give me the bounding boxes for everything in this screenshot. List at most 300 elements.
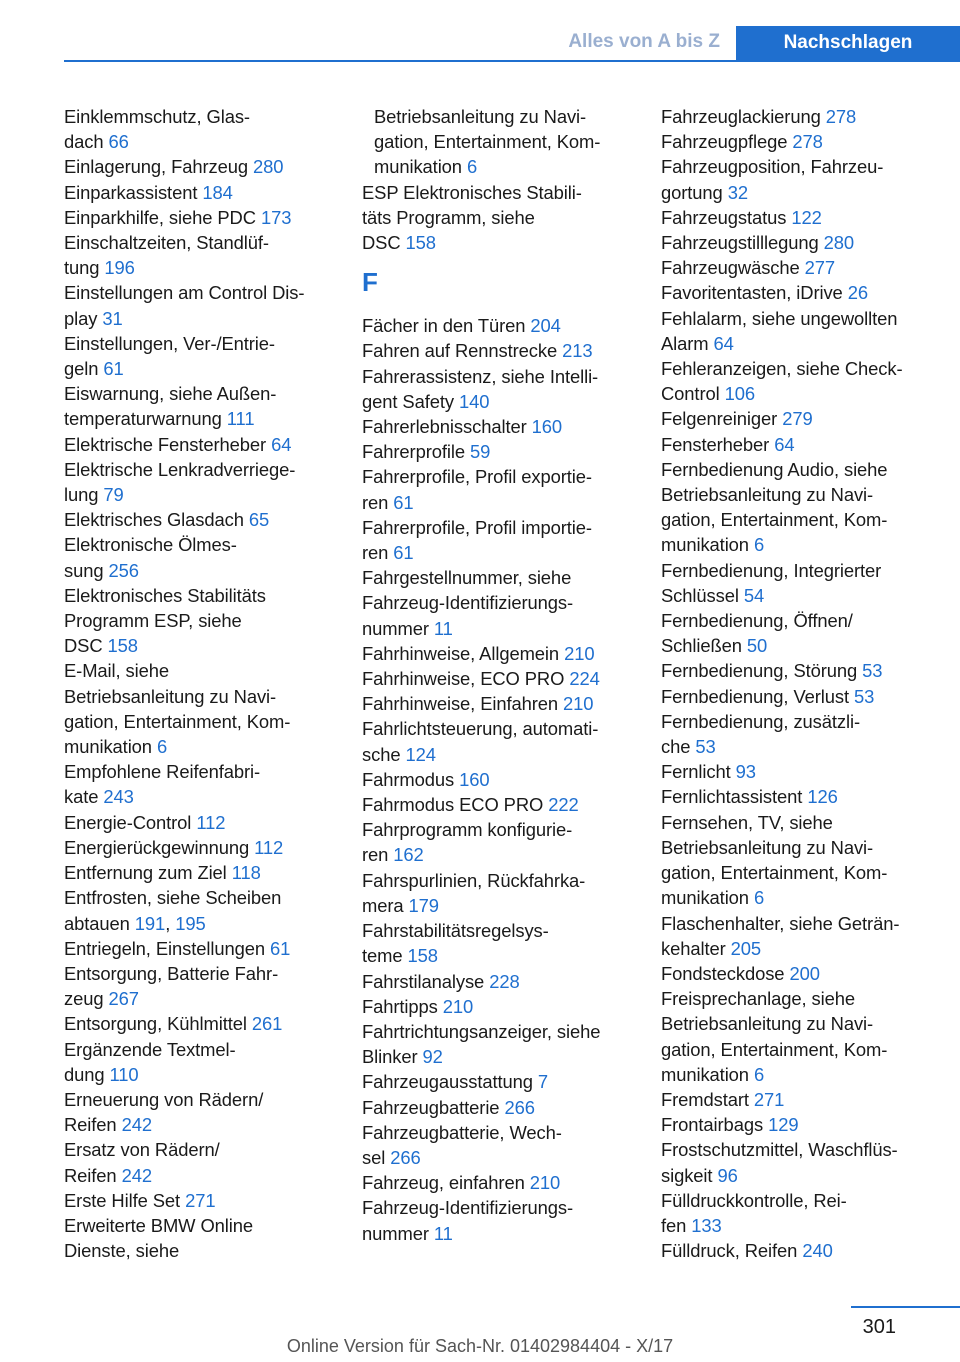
index-entry [362,817,640,867]
page-number: 301 [862,1316,896,1338]
page-reference-link[interactable]: 129 [768,1114,799,1136]
page-reference-link[interactable]: 266 [390,1146,421,1168]
index-entry-text: Einstellungen, Ver-/Entrie- [64,332,275,354]
index-entry [661,784,960,809]
page-reference-link[interactable]: 158 [107,635,138,657]
page-reference-link[interactable]: 278 [792,131,823,153]
index-entry-text: Reifen [64,1114,117,1136]
index-entry-text: Energie-Control [64,811,192,833]
index-entry-text: Fernbedienung, Integrierter [661,559,882,581]
page-reference-link[interactable]: 6 [753,534,765,556]
index-entry [64,331,342,381]
index-entry-text: tung [64,257,100,279]
index-entry-text: Entsorgung, Batterie Fahr- [64,962,279,984]
index-entry-text: Fahrerlebnisschalter [362,416,527,438]
index-entry-text: Felgenreiniger [661,408,778,430]
index-entry [661,129,960,154]
index-entry-text: Fahren auf Rennstrecke [362,340,558,362]
page-reference-link[interactable]: 256 [108,559,139,581]
page-reference-link[interactable]: 184 [202,181,233,203]
index-entry-text: Empfohlene Reifenfabri- [64,761,261,783]
index-entry [661,457,960,558]
index-entry [661,104,960,129]
index-entry-text: Elektrisches Glasdach [64,509,244,531]
index-entry-text: mera [362,894,404,916]
index-column-3 [661,104,960,1263]
page-reference-link[interactable]: 118 [231,862,261,884]
index-entry-text: kate [64,786,99,808]
index-entry-text: Fahrzeug-Identifizierungs- [362,592,574,614]
page-reference-link[interactable]: 173 [260,206,292,228]
index-entry [64,1037,342,1087]
page-reference-link[interactable]: 122 [791,206,822,228]
index-entry [362,1069,640,1094]
page-reference-link[interactable]: 50 [746,635,768,657]
index-entry [661,1188,960,1238]
index-entry-text: Fahrzeugpflege [661,131,788,153]
index-entry-text: Fehlalarm, siehe ungewollten [661,307,898,329]
index-entry [362,666,640,691]
index-entry [362,439,640,464]
index-entry-text: Einlagerung, Fahrzeug [64,156,248,178]
index-entry-text: Fahrerassistenz, siehe Intelli- [362,365,599,387]
page-reference-link[interactable]: 261 [251,1013,283,1035]
index-entry-text: gation, Entertainment, Kom- [661,1038,888,1060]
index-entry [661,608,960,658]
page-reference-link[interactable]: 11 [433,617,453,639]
page-reference-link[interactable]: 133 [691,1214,722,1236]
index-entry-text: Schließen [661,635,742,657]
index-entry-text: Ergänzende Textmel- [64,1038,236,1060]
index-entry [362,969,640,994]
page-reference-link[interactable]: 110 [109,1063,139,1085]
index-entry [661,759,960,784]
page-reference-link[interactable]: 26 [847,282,868,304]
index-entry-text: DSC [64,635,103,657]
index-entry [64,432,342,457]
index-entry-text: fen [661,1214,687,1236]
index-entry [661,432,960,457]
header-divider [64,60,960,62]
index-entry-text: Fernbedienung Audio, siehe [661,458,888,480]
page-reference-link[interactable]: 61 [269,937,291,959]
index-entry-text: Freisprechanlage, siehe [661,988,855,1010]
index-entry-text: Fondsteckdose [661,962,785,984]
index-entry-text: Entriegeln, Einstellungen [64,937,265,959]
page-reference-link[interactable]: 79 [103,484,124,506]
index-entry-text: Schlüssel [661,584,739,606]
page-reference-link[interactable]: 66 [108,131,129,153]
page-reference-link[interactable]: 271 [185,1189,216,1211]
index-entry-text: nummer [362,1222,429,1244]
index-entry [64,1213,342,1263]
page-reference-link[interactable]: 179 [408,894,439,916]
index-entry [64,507,342,532]
page-reference-link[interactable]: 210 [442,995,474,1017]
index-entry-text: Fahrhinweise, Allgemein [362,642,560,664]
index-entry-text: Frostschutzmittel, Waschflüs- [661,1139,898,1161]
index-entry-text: Fahrzeugstatus [661,206,787,228]
index-entry-text: Einparkhilfe, siehe PDC [64,206,256,228]
index-entry-text: Fülldruckkontrolle, Rei- [661,1189,847,1211]
index-entry-text: täts Programm, siehe [362,206,535,228]
index-entry [64,961,342,1011]
index-entry-text: Fernsehen, TV, siehe [661,811,833,833]
index-entry-text: gation, Entertainment, Kom- [374,131,601,153]
index-entry [64,1188,342,1213]
index-entry-text: Energierückgewinnung [64,836,250,858]
index-entry-text: Fahrzeug-Identifizierungs- [362,1197,574,1219]
page-reference-link[interactable]: 53 [853,685,875,707]
index-entry-text: Fahrerprofile, Profil exportie- [362,466,592,488]
index-entry-text: sche [362,743,401,765]
index-entry [64,658,342,759]
index-entry [64,381,342,431]
index-entry-text: Ersatz von Rädern/ [64,1139,220,1161]
index-column-2 [362,104,640,1246]
page-reference-link[interactable]: 162 [393,844,424,866]
index-entry-text: Fahrzeugbatterie [362,1096,500,1118]
index-entry [64,154,342,179]
footer-note: Online Version für Sach-Nr. 01402984404 - X/17 [286,1336,674,1356]
page-reference-link[interactable]: 271 [753,1088,785,1110]
index-entry [64,205,342,230]
index-entry-text: Control [661,383,720,405]
page-reference-link[interactable]: 140 [458,390,490,412]
index-entry [362,104,640,180]
page-reference-link[interactable]: 280 [823,232,854,254]
page-reference-link[interactable]: 53 [695,736,716,758]
index-entry-text: Fahrzeugwäsche [661,257,800,279]
index-entry-text: Fahrzeugausstattung [362,1071,533,1093]
page-reference-link[interactable]: 112 [196,811,226,833]
index-entry [661,911,960,961]
page-reference-link[interactable]: 6 [753,887,765,909]
page-reference-link[interactable]: 242 [121,1164,152,1186]
index-entry-text: gation, Entertainment, Kom- [661,862,888,884]
index-entry-text: Fernlichtassistent [661,786,803,808]
index-entry-text: sung [64,559,104,581]
index-entry-text: Elektrische Lenkradverriege- [64,458,296,480]
index-entry [661,230,960,255]
index-entry-text: teme [362,945,403,967]
index-letter-heading: F [362,267,378,298]
index-entry [362,918,640,968]
index-entry-text: Fächer in den Türen [362,315,526,337]
index-entry-text: Fahrtipps [362,995,438,1017]
page-reference-link[interactable]: 61 [103,358,124,380]
index-entry-text: geln [64,358,99,380]
index-entry-text: Einklemmschutz, Glas- [64,106,250,127]
index-entry [64,835,342,860]
index-entry-text: Fahrmodus [362,768,455,790]
index-entry-text: gation, Entertainment, Kom- [64,710,291,732]
index-entry-text: Fahrzeugstilllegung [661,232,819,254]
index-entry [661,558,960,608]
index-entry [362,313,640,338]
page-reference-link[interactable]: 32 [727,181,748,203]
index-entry [64,583,342,659]
index-entry-text: Erste Hilfe Set [64,1189,181,1211]
index-entry-text: dung [64,1063,105,1085]
index-entry-text: Betriebsanleitung zu Navi- [661,1013,874,1035]
index-entry-text: Fülldruck, Reifen [661,1240,798,1262]
page-reference-link[interactable]: 280 [253,156,284,178]
index-entry-text: ESP Elektronisches Stabili- [362,181,582,203]
page-reference-link[interactable]: 93 [735,761,756,783]
index-entry-text: Fahrerprofile [362,441,465,463]
index-entry-text: Einparkassistent [64,181,198,203]
index-entry [362,565,640,641]
index-entry [362,792,640,817]
index-entry-text: ren [362,491,389,513]
index-entry-text: Entsorgung, Kühlmittel [64,1013,247,1035]
page-reference-link[interactable]: 200 [789,962,820,984]
index-entry-text: Fensterheber [661,433,770,455]
index-entry [362,1170,640,1195]
index-entry-text: play [64,307,98,329]
index-entry-text: Fahrerprofile, Profil importie- [362,516,592,538]
index-entry [661,658,960,683]
index-entry-text: temperaturwarnung [64,408,222,430]
index-entry-text: Entfernung zum Ziel [64,862,227,884]
page-reference-link[interactable]: 11 [433,1222,453,1244]
index-column-1 [64,104,342,1263]
index-entry [64,1087,342,1137]
index-entry [661,1112,960,1137]
index-entry-text: Fehleranzeigen, siehe Check- [661,358,903,380]
index-entry-text: Betriebsanleitung zu Navi- [374,106,587,127]
index-entry [64,457,342,507]
index-entry-text: Elektrische Fensterheber [64,433,267,455]
index-entry-text: nummer [362,617,429,639]
page-reference-link[interactable]: 92 [422,1046,443,1068]
page-reference-link[interactable]: 54 [743,584,765,606]
page-reference-link[interactable]: 279 [782,408,813,430]
index-entry-text: Elektronisches Stabilitäts [64,584,266,606]
index-entry-text: Favoritentasten, iDrive [661,282,843,304]
index-entry-text: Erneuerung von Rädern/ [64,1088,264,1110]
index-entry-text: ren [362,542,389,564]
index-entry [362,767,640,792]
index-entry [661,961,960,986]
index-entry-text: Elektronische Ölmes- [64,534,237,556]
page-reference-link[interactable]: 210 [563,693,594,715]
page-reference-link[interactable]: 7 [537,1071,549,1093]
index-entry-text: Fahrzeug, einfahren [362,1172,525,1194]
page-reference-link[interactable]: 240 [802,1240,833,1262]
index-entry-text: Fahrzeugbatterie, Wech- [362,1121,562,1143]
index-entry [661,1137,960,1187]
index-entry-text: Fahrtrichtungsanzeiger, siehe [362,1020,601,1042]
index-entry [64,230,342,280]
index-entry [64,532,342,582]
index-entry [661,280,960,305]
page-reference-link[interactable]: 111 [226,408,255,430]
page-reference-link[interactable]: 6 [466,156,478,178]
index-entry-text: Fahrlichtsteuerung, automati- [362,718,599,740]
page-reference-link[interactable]: 228 [489,970,520,992]
page-reference-link[interactable]: 222 [548,794,579,816]
page-reference-link[interactable]: 106 [724,383,755,405]
index-entry-text: Fernbedienung, Störung [661,660,858,682]
index-entry-text: Einschaltzeiten, Standlüf- [64,232,269,254]
index-entry-text: Fernlicht [661,761,731,783]
index-entry [661,1087,960,1112]
index-entry [661,1238,960,1263]
index-entry-text: Betriebsanleitung zu Navi- [661,484,874,506]
index-entry [362,414,640,439]
index-entry-text: Flaschenhalter, siehe Geträn- [661,912,900,934]
index-entry-text: Blinker [362,1046,418,1068]
index-entry-text: dach [64,131,104,153]
page-reference-link[interactable]: 160 [531,416,563,438]
index-entry-text: Fernbedienung, zusätzli- [661,710,860,732]
index-entry [362,515,640,565]
index-entry-text: Entfrosten, siehe Scheiben [64,887,282,909]
index-entry [362,716,640,766]
index-entry-text: gortung [661,181,723,203]
page-reference-link[interactable]: 277 [804,257,836,279]
index-entry-text: ren [362,844,389,866]
page-reference-link[interactable]: 243 [103,786,134,808]
index-entry-text: Erweiterte BMW Online [64,1214,254,1236]
index-entry-text: Fahrhinweise, Einfahren [362,693,559,715]
index-entry-text: sigkeit [661,1164,713,1186]
index-entry [661,205,960,230]
page-reference-link[interactable]: 242 [121,1114,152,1136]
page-reference-link[interactable]: 64 [774,433,795,455]
footer-divider [851,1306,960,1308]
page-reference-link[interactable]: 31 [102,307,123,329]
index-entry-text: Fahrmodus ECO PRO [362,794,544,816]
index-entry [362,364,640,414]
index-entry [64,1137,342,1187]
index-entry-text: abtauen [64,912,130,934]
index-entry-text: Einstellungen am Control Dis- [64,282,305,304]
page-header [0,0,960,62]
index-entry [661,255,960,280]
page-reference-link[interactable]: 61 [393,542,414,564]
index-entry-text: Frontairbags [661,1114,764,1136]
page-reference-link[interactable]: 53 [862,660,883,682]
page-reference-link[interactable]: 213 [562,340,593,362]
page-reference-link[interactable]: 278 [825,106,857,127]
page-reference-link[interactable]: 112 [254,836,284,858]
page-reference-link[interactable]: 59 [469,441,491,463]
index-entry [661,356,960,406]
page-reference-link[interactable]: 210 [564,642,595,664]
index-entry-text: Programm ESP, siehe [64,610,242,632]
page-reference-link[interactable]: 204 [530,315,561,337]
index-entry [64,1011,342,1036]
index-entry [362,641,640,666]
index-entry-text: gation, Entertainment, Kom- [661,509,888,531]
index-entry-text: E-Mail, siehe [64,660,169,682]
page-reference-link[interactable]: 64 [713,332,734,354]
index-entry [64,860,342,885]
index-entry [362,338,640,363]
page-reference-link[interactable]: 158 [407,945,438,967]
index-entry-text: Reifen [64,1164,117,1186]
index-entry [362,868,640,918]
page-reference-link[interactable]: 266 [504,1096,535,1118]
page-reference-link[interactable]: 196 [104,257,135,279]
index-entry-text: Fernbedienung, Verlust [661,685,849,707]
index-entry [362,691,640,716]
index-entry [661,306,960,356]
index-entry-text: Alarm [661,332,709,354]
page-reference-link[interactable]: 65 [248,509,270,531]
index-entry [661,154,960,204]
index-entry [362,1120,640,1170]
index-entry-text: Fahrzeugposition, Fahrzeu- [661,156,884,178]
index-entry-text: munikation [661,1063,749,1085]
page-reference-link[interactable]: 64 [271,433,292,455]
index-entry-text: Fernbedienung, Öffnen/ [661,610,853,632]
index-entry-text: Eiswarnung, siehe Außen- [64,383,277,405]
index-entry: Entfrosten, siehe Scheiben abtauen 191, 195 [64,887,282,934]
index-entry-text: Fahrstilanalyse [362,970,485,992]
index-entry [64,180,342,205]
index-entry-text: Fremdstart [661,1088,749,1110]
page-reference-link[interactable]: 96 [717,1164,738,1186]
index-entry-text: zeug [64,988,104,1010]
page-reference-link[interactable]: 267 [108,988,139,1010]
page-reference-link[interactable]: 6 [753,1063,765,1085]
index-entry [64,810,342,835]
index-entry-text: che [661,736,691,758]
index-entry-text: gent Safety [362,390,454,412]
index-entry [64,104,342,154]
page-reference-link[interactable]: 160 [459,768,490,790]
index-entry [661,810,960,911]
index-entry [362,180,640,256]
index-entry-text: Fahrprogramm konfigurie- [362,819,573,841]
index-entry-text: DSC [362,232,401,254]
page-reference-link[interactable]: 158 [405,232,436,254]
index-entry [661,684,960,709]
index-entry-text: kehalter [661,937,726,959]
page-reference-link[interactable]: 224 [569,668,600,690]
index-entry-text: munikation [374,156,462,178]
index-entry-text: Betriebsanleitung zu Navi- [661,836,874,858]
page-reference-link[interactable]: 124 [405,743,436,765]
index-entry [362,1095,640,1120]
page-reference-link[interactable]: 61 [393,491,414,513]
page-reference-link[interactable]: 205 [730,937,762,959]
page-reference-link[interactable]: 6 [156,736,168,758]
index-entry [362,994,640,1019]
index-entry-text: munikation [661,534,749,556]
index-entry-text: Dienste, siehe [64,1240,180,1262]
index-entry-text: Fahrspurlinien, Rückfahrka- [362,869,586,891]
index-entry-text: Fahrzeuglackierung [661,106,821,127]
page-reference-link[interactable]: 191 [134,912,166,934]
page-reference-link[interactable]: 126 [807,786,838,808]
index-entry [661,986,960,1087]
index-entry-text: Fahrhinweise, ECO PRO [362,668,565,690]
page-reference-link[interactable]: 195 [175,912,206,934]
index-entry-text: Fahrstabilitätsregelsys- [362,920,549,942]
index-entry-text: sel [362,1146,386,1168]
index-entry [661,709,960,759]
index-entry [64,936,342,961]
index-entry-text: munikation [661,887,749,909]
page-reference-link[interactable]: 210 [529,1172,561,1194]
index-entry-text: munikation [64,736,152,758]
index-entry-text: Betriebsanleitung zu Navi- [64,685,277,707]
